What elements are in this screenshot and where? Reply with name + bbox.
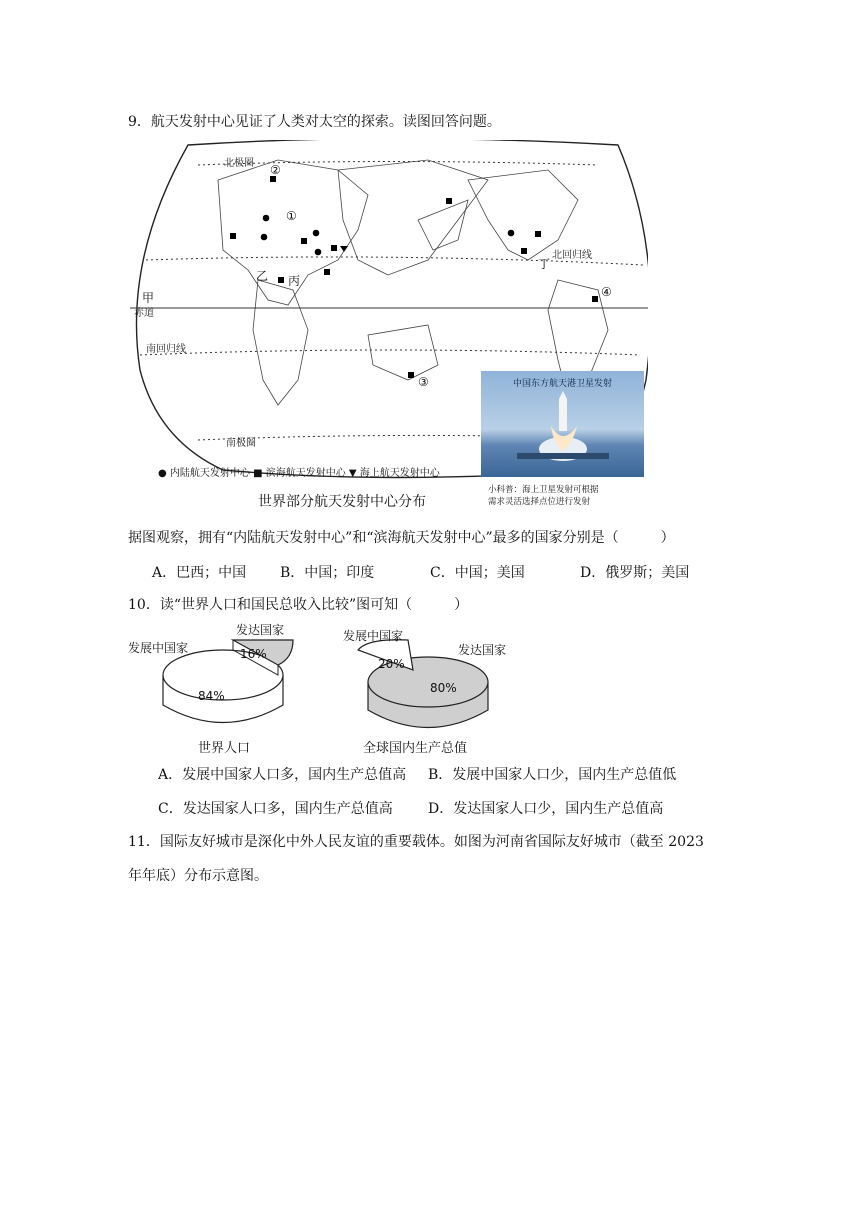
pie2-title: 全球国内生产总值: [363, 741, 468, 756]
label-tropic-of-cancer: 北回归线: [552, 250, 592, 261]
label-jia: 甲: [142, 291, 155, 305]
map-legend: ● 内陆航天发射中心 ■ 滨海航天发射中心 ▼ 海上航天发射中心: [158, 468, 440, 479]
label-2: ②: [270, 163, 281, 177]
label-ding: 丁: [538, 257, 551, 271]
q10-stem: 10．读“世界人口和国民总收入比较”图可知（ ）: [128, 597, 469, 613]
label-arctic-circle: 北极圈: [224, 158, 254, 169]
rocket-icon: [481, 371, 644, 477]
photo-note-line1: 小科普：海上卫星发射可根据: [488, 485, 599, 495]
q11-stem-line2: 年年底）分布示意图。: [128, 868, 268, 884]
label-bing: 丙: [288, 274, 301, 288]
q9-stem: 9．航天发射中心见证了人类对太空的探索。读图回答问题。: [128, 114, 501, 130]
q9-option-a: A．巴西；中国: [152, 565, 247, 581]
map-caption: 世界部分航天发射中心分布: [258, 494, 426, 510]
pie-charts-figure: [128, 620, 528, 760]
pie1-developed-label: 发达国家: [236, 623, 285, 637]
q9-option-b: B．中国；印度: [280, 565, 375, 581]
label-3: ③: [418, 375, 429, 389]
pie2-developing-label: 发展中国家: [343, 629, 404, 643]
pie2-developed-label: 发达国家: [458, 643, 507, 657]
label-1: ①: [286, 209, 297, 223]
pie1-title: 世界人口: [198, 741, 251, 756]
pie1-developed-value: 16%: [240, 647, 267, 661]
pie1-developing-value: 84%: [198, 689, 225, 703]
label-equator: 赤道: [134, 308, 154, 319]
label-tropic-of-capricorn: 南回归线: [146, 344, 186, 355]
photo-title: 中国东方航天港卫星发射: [512, 379, 612, 389]
q10-option-b: B．发展中国家人口少，国内生产总值低: [428, 767, 677, 783]
label-antarctic-circle: 南极圈: [226, 438, 256, 449]
q9-option-d: D．俄罗斯；美国: [580, 565, 690, 581]
q10-option-a: A．发展中国家人口多，国内生产总值高: [158, 767, 407, 783]
q9-option-c: C．中国；美国: [430, 565, 525, 581]
q10-option-d: D．发达国家人口少，国内生产总值高: [428, 801, 664, 817]
pie1-developing-label: 发展中国家: [128, 641, 189, 655]
pie2-developing-value: 20%: [378, 657, 405, 671]
q10-option-c: C．发达国家人口多，国内生产总值高: [158, 801, 393, 817]
q11-stem-line1: 11．国际友好城市是深化中外人民友谊的重要载体。如图为河南省国际友好城市（截至 2023: [128, 834, 704, 850]
q9-question: 据图观察，拥有“内陆航天发射中心”和“滨海航天发射中心”最多的国家分别是（ ）: [128, 530, 675, 546]
pie2-developed-value: 80%: [430, 681, 457, 695]
label-yi: 乙: [256, 269, 269, 283]
label-4: ④: [601, 285, 612, 299]
rocket-launch-photo: [481, 371, 644, 477]
photo-note-line2: 需求灵活选择点位进行发射: [488, 497, 591, 507]
